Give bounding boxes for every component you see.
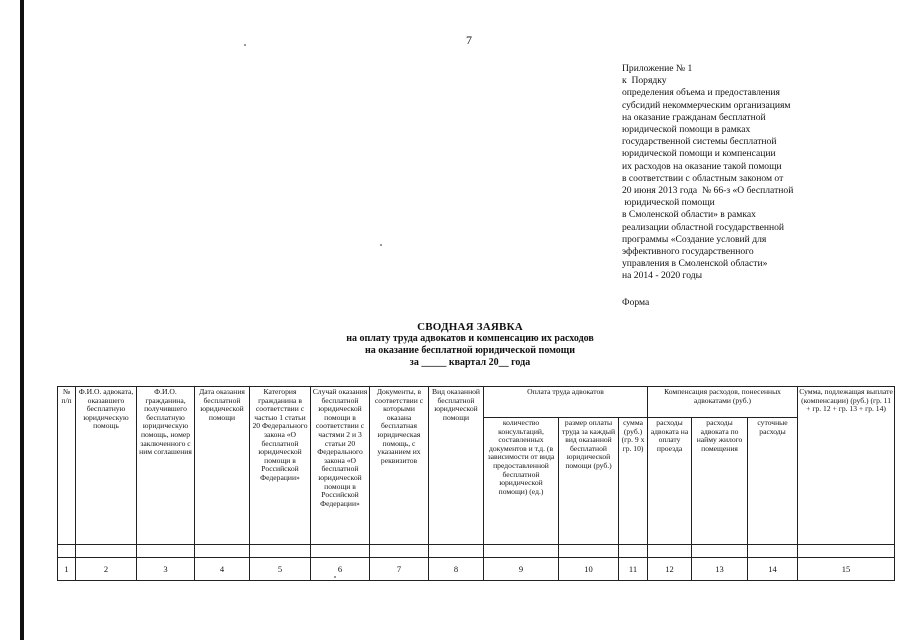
appendix-line: на оказание гражданам бесплатной bbox=[622, 111, 766, 123]
column-number: 7 bbox=[370, 558, 429, 581]
appendix-line: юридической помощи bbox=[622, 197, 715, 209]
summary-table bbox=[57, 386, 895, 581]
appendix-line: управления в Смоленской области» bbox=[622, 258, 768, 270]
appendix-line: субсидий некоммерческим организациям bbox=[622, 99, 791, 111]
title-main: СВОДНАЯ ЗАЯВКА bbox=[417, 321, 523, 333]
header-cell: № п/п bbox=[58, 387, 76, 545]
appendix-line: определения объема и предоставления bbox=[622, 87, 780, 99]
header-cell: Документы, в соответствии с которыми оказана бесплатная юридическая помощь, с указанием их реквизитов bbox=[370, 387, 429, 545]
column-number: 8 bbox=[429, 558, 484, 581]
table-header-row bbox=[58, 387, 895, 418]
appendix-line: на 2014 - 2020 годы bbox=[622, 270, 703, 282]
column-number: 11 bbox=[619, 558, 648, 581]
column-number: 14 bbox=[748, 558, 798, 581]
column-number: 10 bbox=[559, 558, 619, 581]
column-number: 9 bbox=[484, 558, 559, 581]
column-number: 1 bbox=[58, 558, 76, 581]
appendix-line: в соответствии с областным законом от bbox=[622, 172, 784, 184]
column-number: 13 bbox=[692, 558, 748, 581]
appendix-line: государственной системы бесплатной bbox=[622, 136, 777, 148]
scan-speck bbox=[334, 576, 336, 578]
column-number: 4 bbox=[195, 558, 250, 581]
scan-left-edge bbox=[20, 0, 24, 640]
header-group-cell: Оплата труда адвокатов bbox=[484, 387, 648, 418]
column-number: 3 bbox=[137, 558, 195, 581]
scan-speck bbox=[380, 244, 382, 246]
document-title bbox=[300, 321, 640, 369]
header-cell: расходы адвоката на оплату проезда bbox=[648, 418, 692, 545]
column-number: 2 bbox=[76, 558, 137, 581]
header-cell: сумма (руб.) (гр. 9 х гр. 10) bbox=[619, 418, 648, 545]
header-group-cell: Компенсация расходов, понесенных адвокатами (руб.) bbox=[648, 387, 798, 418]
appendix-line: 20 июня 2013 года № 66-з «О бесплатной bbox=[622, 185, 794, 197]
appendix-line: Приложение № 1 bbox=[622, 63, 693, 74]
table-number-row bbox=[58, 558, 895, 581]
title-line: на оказание бесплатной юридической помощи bbox=[364, 345, 576, 356]
appendix-line: к Порядку bbox=[622, 75, 667, 87]
column-number: 12 bbox=[648, 558, 692, 581]
header-cell: Дата оказания бесплатной юридической помощи bbox=[195, 387, 250, 545]
appendix-line: реализации областной государственной bbox=[622, 221, 785, 233]
form-label: Форма bbox=[622, 297, 650, 308]
header-cell: Случай оказания бесплатной юридической помощи в соответствии с частями 2 и 3 статьи 20 Федерального закона «О бесплатной юридической помощи в Российской Федерации» bbox=[311, 387, 370, 545]
table-spacer-row bbox=[58, 545, 895, 558]
appendix-line: юридической помощи в рамках bbox=[622, 124, 751, 136]
header-cell: Сумма, подлежащая выплате (компенсации) (руб.) (гр. 11 + гр. 12 + гр. 13 + гр. 14) bbox=[798, 387, 895, 545]
title-period-line: за _____ квартал 20__ года bbox=[409, 357, 531, 368]
header-cell: Ф.И.О. адвоката, оказавшего бесплатную юридическую помощь bbox=[76, 387, 137, 545]
appendix-line: в Смоленской области» в рамках bbox=[622, 209, 756, 221]
header-cell: Категория гражданина в соответствии с частью 1 статьи 20 Федерального закона «О бесплатной юридической помощи в Российской Федерации» bbox=[250, 387, 311, 545]
column-number: 5 bbox=[250, 558, 311, 581]
title-line: на оплату труда адвокатов и компенсацию их расходов bbox=[346, 333, 594, 344]
page-number: 7 bbox=[466, 33, 472, 47]
header-cell: размер оплаты труда за каждый вид оказанной бесплатной юридической помощи (руб.) bbox=[559, 418, 619, 545]
header-cell: Ф.И.О. гражданина, получившего бесплатную юридическую помощь, номер заключенного с ним соглашения bbox=[137, 387, 195, 545]
scan-speck bbox=[244, 44, 246, 46]
header-cell: расходы адвоката по найму жилого помещения bbox=[692, 418, 748, 545]
header-cell: Вид оказанной бесплатной юридической помощи bbox=[429, 387, 484, 545]
header-cell: количество консультаций, составленных документов и т.д. (в зависимости от вида предоставленной бесплатной юридической помощи) (ед.) bbox=[484, 418, 559, 545]
header-cell: суточные расходы bbox=[748, 418, 798, 545]
column-number: 15 bbox=[798, 558, 895, 581]
appendix-line: эффективного государственного bbox=[622, 246, 754, 258]
appendix-line: их расходов на оказание такой помощи bbox=[622, 160, 782, 172]
appendix-line: программы «Создание условий для bbox=[622, 233, 767, 245]
appendix-note bbox=[622, 63, 892, 283]
appendix-line: юридической помощи и компенсации bbox=[622, 148, 776, 160]
column-number: 6 bbox=[311, 558, 370, 581]
